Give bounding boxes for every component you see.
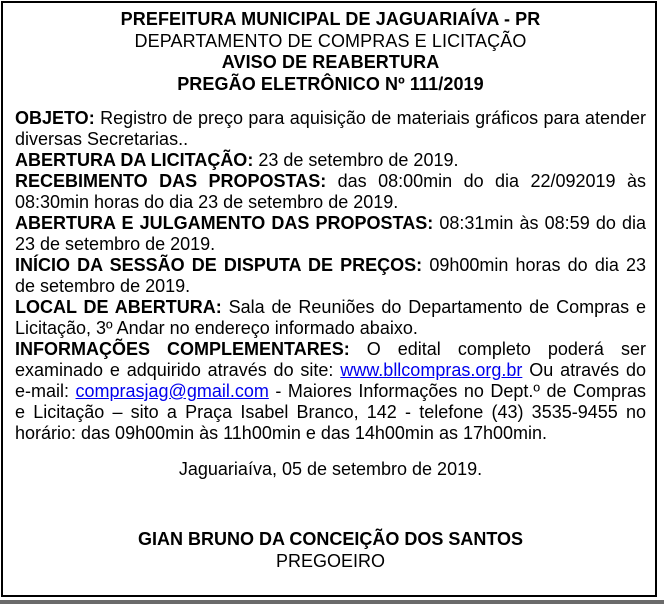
department-name: DEPARTAMENTO DE COMPRAS E LICITAÇÃO	[134, 30, 527, 51]
paragraph-text: 09h00min horas do dia 23 de setembro de 2019.	[15, 255, 646, 296]
paragraph-text: Sala de Reuniões do Departamento de Compras e Licitação, 3º Andar no endereço informado abaixo.	[15, 297, 646, 338]
signer-name: GIAN BRUNO DA CONCEIÇÃO DOS SANTOS	[137, 529, 524, 549]
notice-type: AVISO DE REABERTURA	[221, 52, 440, 72]
signature-block	[15, 529, 646, 572]
paragraph-label: ABERTURA DA LICITAÇÃO:	[15, 150, 254, 170]
paragraph-text: - Maiores Informações no Dept.º de Compras e Licitação – sito a Praça Isabel Branco, 142 - telefone (43) 3535-9455 no horário: das 09h00min às 11h00min e das 14h00min as 17h00min.	[15, 381, 646, 443]
paragraph-text: Registro de preço para aquisição de materiais gráficos para atender diversas Secretarias..	[15, 108, 646, 149]
paragraph-text: 08:31min às 08:59 do dia 23 de setembro de 2019.	[15, 213, 646, 254]
paragraph-objeto	[15, 108, 646, 150]
paragraph-local-abertura	[15, 297, 646, 339]
auction-number: PREGÃO ELETRÔNICO Nº 111/2019	[177, 73, 484, 94]
dateline: Jaguariaíva, 05 de setembro de 2019.	[178, 459, 483, 479]
email-link[interactable]: comprasjag@gmail.com	[75, 381, 269, 401]
paragraph-abertura-licitacao	[15, 150, 646, 171]
paragraph-label: OBJETO:	[15, 108, 95, 128]
paragraph-text: das 08:00min do dia 22/092019 às 08:30min horas do dia 23 de setembro de 2019.	[15, 171, 646, 212]
paragraph-recebimento-propostas	[15, 171, 646, 213]
paragraph-text: O edital completo poderá ser examinado e adquirido através do site:	[15, 339, 646, 380]
document-header	[15, 9, 646, 95]
paragraph-informacoes-complementares	[15, 339, 646, 444]
paragraph-inicio-sessao	[15, 255, 646, 297]
scan-edge-artifact	[0, 600, 664, 604]
document-body	[15, 108, 646, 444]
paragraph-label: INFORMAÇÕES COMPLEMENTARES:	[15, 339, 350, 359]
notice-document	[1, 1, 657, 597]
paragraph-abertura-julgamento	[15, 213, 646, 255]
paragraph-label: RECEBIMENTO DAS PROPOSTAS:	[15, 171, 327, 191]
paragraph-text: 23 de setembro de 2019.	[258, 150, 459, 170]
signer-role: PREGOEIRO	[275, 550, 386, 571]
paragraph-label: LOCAL DE ABERTURA:	[15, 297, 222, 317]
paragraph-label: ABERTURA E JULGAMENTO DAS PROPOSTAS:	[15, 213, 434, 233]
org-name: PREFEITURA MUNICIPAL DE JAGUARIAÍVA - PR	[120, 9, 541, 29]
site-link[interactable]: www.bllcompras.org.br	[340, 360, 523, 380]
paragraph-label: INÍCIO DA SESSÃO DE DISPUTA DE PREÇOS:	[15, 255, 423, 275]
paragraph-text: Ou através do e-mail:	[15, 360, 646, 401]
